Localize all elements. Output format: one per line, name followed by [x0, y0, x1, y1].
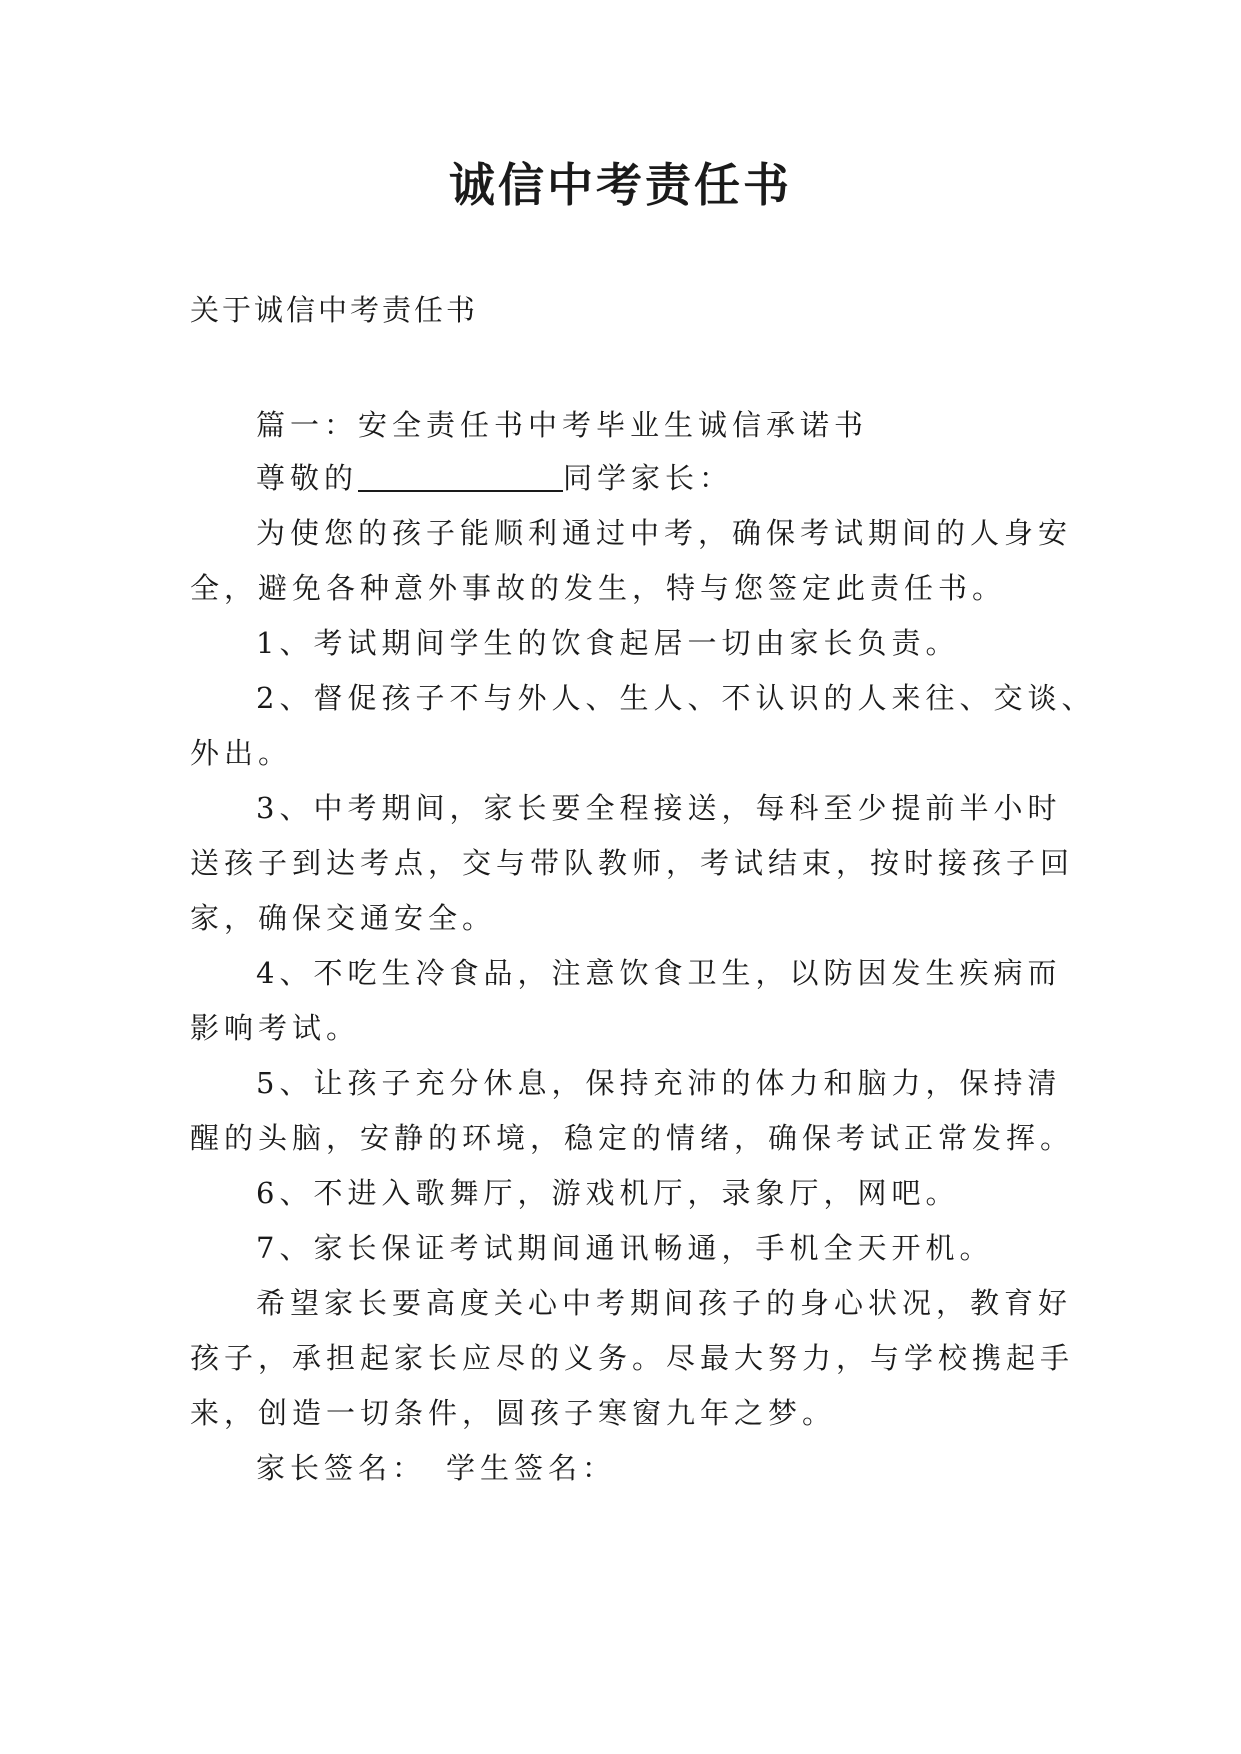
closing-paragraph-line: 希望家长要高度关心中考期间孩子的身心状况，教育好 — [256, 1286, 1073, 1320]
item-2: 2、督促孩子不与外人、生人、不认识的人来往、交谈、 — [256, 681, 1096, 715]
student-name-blank — [358, 460, 563, 492]
item-2-continued: 外出。 — [190, 736, 293, 770]
student-signature-label: 学生签名： — [446, 1451, 617, 1485]
item-3-continued: 家，确保交通安全。 — [190, 901, 497, 935]
salutation — [256, 458, 1136, 498]
closing-paragraph-line: 来，创造一切条件，圆孩子寒窗九年之梦。 — [190, 1396, 837, 1430]
item-4: 4、不吃生冷食品，注意饮食卫生，以防因发生疾病而 — [256, 956, 1062, 990]
item-1: 1、考试期间学生的饮食起居一切由家长负责。 — [256, 626, 960, 660]
item-3: 3、中考期间，家长要全程接送，每科至少提前半小时 — [256, 791, 1062, 825]
item-3-continued: 送孩子到达考点，交与带队教师，考试结束，按时接孩子回 — [190, 846, 1075, 880]
section-heading: 篇一：安全责任书中考毕业生诚信承诺书 — [256, 408, 869, 442]
item-4-continued: 影响考试。 — [190, 1011, 361, 1045]
salutation-prefix: 尊敬的 — [256, 461, 359, 495]
signature-line — [256, 1448, 1136, 1488]
intro-paragraph-line: 全，避免各种意外事故的发生，特与您签定此责任书。 — [190, 571, 1007, 605]
item-7: 7、家长保证考试期间通讯畅通，手机全天开机。 — [256, 1231, 994, 1265]
parent-signature-label: 家长签名： — [256, 1451, 427, 1485]
item-5: 5、让孩子充分休息，保持充沛的体力和脑力，保持清 — [256, 1066, 1062, 1100]
item-5-continued: 醒的头脑，安静的环境，稳定的情绪，确保考试正常发挥。 — [190, 1121, 1075, 1155]
closing-paragraph-line: 孩子，承担起家长应尽的义务。尽最大努力，与学校携起手 — [190, 1341, 1075, 1375]
salutation-suffix: 同学家长： — [563, 461, 734, 495]
document-title: 诚信中考责任书 — [449, 158, 792, 212]
document-subtitle: 关于诚信中考责任书 — [190, 293, 479, 327]
intro-paragraph-line: 为使您的孩子能顺利通过中考，确保考试期间的人身安 — [256, 516, 1073, 550]
item-6: 6、不进入歌舞厅，游戏机厅，录象厅，网吧。 — [256, 1176, 960, 1210]
